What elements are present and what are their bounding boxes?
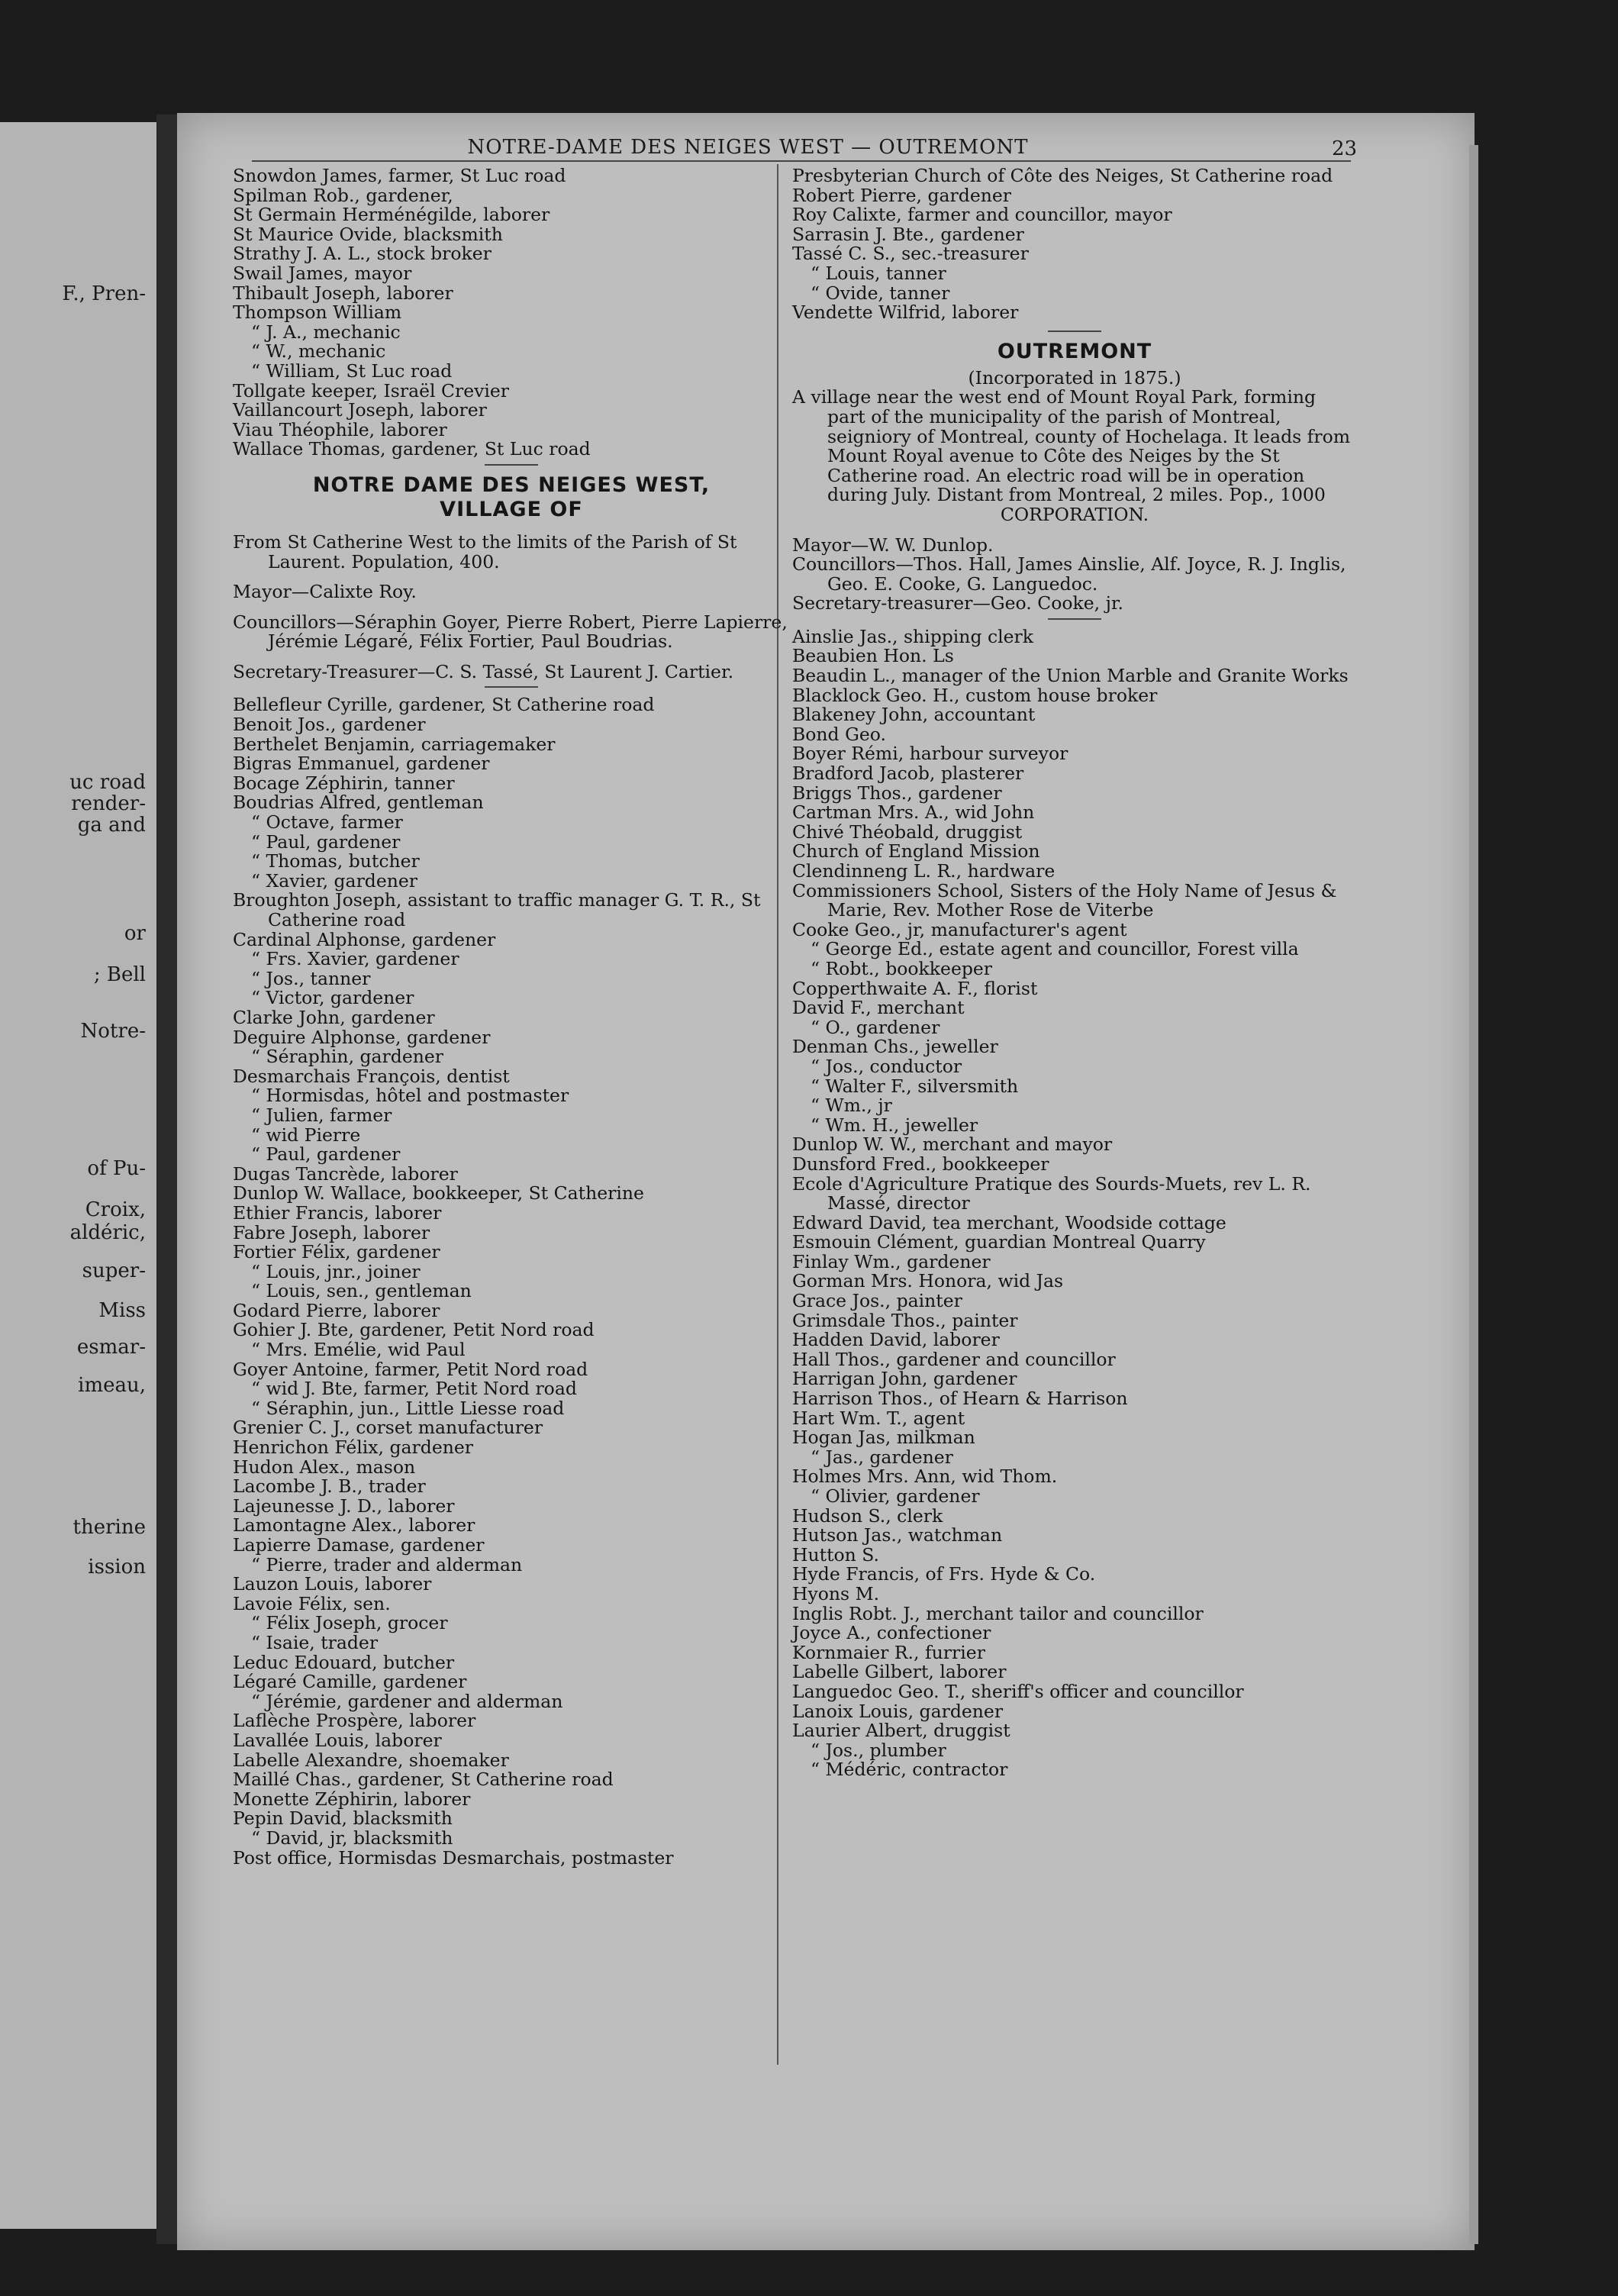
directory-entry: Wallace Thomas, gardener, St Luc road (233, 438, 591, 460)
directory-entry: Finlay Wm., gardener (792, 1250, 991, 1272)
directory-entry: Gorman Mrs. Honora, wid Jas (792, 1270, 1064, 1292)
directory-entry: Spilman Rob., gardener, (233, 184, 453, 206)
directory-entry: Grimsdale Thos., painter (792, 1309, 1018, 1331)
previous-page-text: F., Pren- (62, 282, 146, 305)
directory-entry: Hyons M. (792, 1582, 880, 1604)
previous-page-text: Croix, (85, 1198, 146, 1221)
directory-entry: Dunlop W. Wallace, bookkeeper, St Catherine (233, 1182, 644, 1204)
directory-entry: “ wid J. Bte, farmer, Petit Nord road (251, 1378, 577, 1400)
directory-entry: “ Jas., gardener (811, 1446, 953, 1468)
directory-entry: “ O., gardener (811, 1016, 940, 1038)
previous-page-text: ga and (77, 814, 146, 837)
directory-entry: Chivé Théobald, druggist (792, 821, 1023, 843)
page-number: 23 (1332, 137, 1358, 160)
mayor-line: Mayor—Calixte Roy. (233, 581, 417, 603)
directory-entry: Desmarchais François, dentist (233, 1065, 510, 1087)
directory-entry: Sarrasin J. Bte., gardener (792, 223, 1024, 245)
section-heading-sub: VILLAGE OF (440, 497, 583, 521)
directory-entry: Lavoie Félix, sen. (233, 1592, 391, 1614)
section-description: A village near the west end of Mount Royal Park, forming part of the municipality of the parish of Montreal, seigniory of Montreal, county of Hochelaga. It leads from Mount Royal avenue to Côte des Neiges by the St Catherine road. An electric road will be in operation during July. Distant from Montreal, 2 miles. Pop., 1000 (792, 386, 1351, 506)
directory-entry: Dunsford Fred., bookkeeper (792, 1153, 1049, 1175)
directory-entry: Ainslie Jas., shipping clerk (792, 625, 1034, 647)
directory-entry: “ Louis, sen., gentleman (251, 1280, 472, 1302)
directory-entry: Esmouin Clément, guardian Montreal Quarry (792, 1231, 1206, 1253)
directory-entry: “ Walter F., silversmith (811, 1075, 1019, 1097)
directory-entry: Church of England Mission (792, 840, 1040, 863)
continued-entries-list (792, 166, 1357, 323)
directory-entry: Denman Chs., jeweller (792, 1036, 998, 1058)
directory-entry: Clendinneng L. R., hardware (792, 860, 1056, 882)
directory-entry: Hogan Jas, milkman (792, 1427, 975, 1449)
directory-entry: “ W., mechanic (251, 340, 386, 363)
directory-entry: David F., merchant (792, 997, 965, 1019)
directory-entry: “ Wm., jr (811, 1095, 892, 1117)
previous-page-text: ission (88, 1556, 146, 1578)
previous-page-text: therine (73, 1516, 146, 1539)
left-column (233, 166, 790, 1868)
directory-entry: St Germain Herménégilde, laborer (233, 204, 550, 226)
secretary-line: Secretary-treasurer—Geo. Cooke, jr. (792, 592, 1124, 614)
directory-entry: Goyer Antoine, farmer, Petit Nord road (233, 1358, 588, 1380)
directory-entry: “ Octave, farmer (251, 811, 403, 834)
councillors-line: Councillors—Thos. Hall, James Ainslie, Alf. Joyce, R. J. Inglis, Geo. E. Cooke, G. Languedoc. (792, 553, 1346, 595)
directory-entry: Lauzon Louis, laborer (233, 1573, 432, 1595)
section-rule (1048, 331, 1101, 332)
resident-list (233, 695, 790, 1868)
directory-entry: “ Jos., plumber (811, 1739, 946, 1761)
directory-entry: “ wid Pierre (251, 1124, 361, 1146)
directory-entry: Boudrias Alfred, gentleman (233, 792, 484, 814)
previous-page-text: ; Bell (93, 963, 146, 986)
directory-entry: Maillé Chas., gardener, St Catherine road (233, 1769, 614, 1791)
directory-entry: Bond Geo. (792, 723, 886, 745)
section-rule (485, 686, 538, 688)
directory-entry: “ Séraphin, gardener (251, 1046, 444, 1068)
directory-entry: Lavallée Louis, laborer (233, 1729, 442, 1751)
directory-entry: Labelle Gilbert, laborer (792, 1661, 1007, 1683)
directory-entry: “ David, jr, blacksmith (251, 1827, 453, 1849)
directory-entry: Hart Wm. T., agent (792, 1407, 965, 1429)
directory-entry: “ Hormisdas, hôtel and postmaster (251, 1085, 569, 1107)
directory-entry: “ Isaie, trader (251, 1631, 379, 1653)
directory-entry: Lanoix Louis, gardener (792, 1700, 1004, 1722)
directory-entry: “ Xavier, gardener (251, 869, 418, 892)
page-edge (1469, 145, 1478, 2244)
previous-page-text: or (124, 922, 146, 945)
directory-entry: Harrigan John, gardener (792, 1368, 1017, 1390)
directory-entry: Joyce A., confectioner (792, 1622, 991, 1644)
previous-page-text: uc road (69, 771, 146, 794)
previous-page-fragment (0, 122, 156, 2229)
directory-entry: “ Ovide, tanner (811, 282, 950, 304)
directory-entry: “ Mrs. Emélie, wid Paul (251, 1339, 466, 1361)
directory-entry: Boyer Rémi, harbour surveyor (792, 743, 1068, 765)
directory-entry: Vaillancourt Joseph, laborer (233, 399, 487, 421)
directory-entry: Fortier Félix, gardener (233, 1241, 440, 1263)
directory-entry: “ Thomas, butcher (251, 850, 420, 872)
directory-entry: Godard Pierre, laborer (233, 1299, 440, 1321)
directory-entry: Cooke Geo., jr, manufacturer's agent (792, 918, 1127, 940)
directory-entry: Dunlop W. W., merchant and mayor (792, 1133, 1113, 1156)
directory-entry: Holmes Mrs. Ann, wid Thom. (792, 1466, 1058, 1488)
directory-entry: Harrison Thos., of Hearn & Harrison (792, 1388, 1128, 1410)
directory-entry: Edward David, tea merchant, Woodside cottage (792, 1211, 1226, 1233)
directory-entry: “ Victor, gardener (251, 987, 414, 1009)
directory-entry: Tollgate keeper, Israël Crevier (233, 379, 510, 401)
directory-entry: Briggs Thos., gardener (792, 782, 1002, 804)
directory-entry: Presbyterian Church of Côte des Neiges, St Catherine road (792, 165, 1333, 186)
section-intro: From St Catherine West to the limits of the Parish of St Laurent. Population, 400. (233, 530, 737, 572)
section-rule (485, 464, 538, 466)
directory-entry: Laurier Albert, druggist (792, 1720, 1010, 1742)
directory-entry: Languedoc Geo. T., sheriff's officer and councillor (792, 1680, 1244, 1702)
directory-entry: Hyde Francis, of Frs. Hyde & Co. (792, 1563, 1096, 1585)
directory-entry: Tassé C. S., sec.-treasurer (792, 243, 1029, 265)
corporation-label: CORPORATION. (1000, 503, 1149, 525)
directory-entry: Leduc Edouard, butcher (233, 1651, 455, 1673)
directory-entry: “ Jos., tanner (251, 967, 371, 989)
directory-entry: Thompson William (233, 302, 402, 324)
directory-entry: Hudon Alex., mason (233, 1456, 416, 1478)
directory-entry: Dugas Tancrède, laborer (233, 1163, 458, 1185)
directory-entry: St Maurice Ovide, blacksmith (233, 223, 503, 245)
directory-entry: “ George Ed., estate agent and councillor, Forest villa (811, 938, 1299, 960)
directory-entry: Légaré Camille, gardener (233, 1671, 467, 1693)
directory-entry: Blakeney John, accountant (792, 704, 1036, 726)
resident-list (792, 627, 1357, 1780)
directory-entry: Clarke John, gardener (233, 1006, 435, 1028)
directory-entry: Swail James, mayor (233, 262, 412, 284)
directory-entry: Ethier Francis, laborer (233, 1201, 442, 1224)
mayor-line: Mayor—W. W. Dunlop. (792, 534, 994, 556)
directory-entry: “ Louis, jnr., joiner (251, 1260, 421, 1282)
previous-page-text: render- (71, 792, 146, 815)
directory-entry: Beaubien Hon. Ls (792, 645, 954, 667)
directory-entry: “ J. A., mechanic (251, 321, 401, 343)
directory-entry: Cardinal Alphonse, gardener (233, 928, 496, 950)
directory-entry: Cartman Mrs. A., wid John (792, 801, 1035, 824)
previous-page-text: Notre- (80, 1020, 146, 1043)
directory-entry: Lamontagne Alex., laborer (233, 1514, 475, 1537)
directory-entry: Benoit Jos., gardener (233, 714, 426, 736)
directory-entry: Roy Calixte, farmer and councillor, mayor (792, 204, 1172, 226)
directory-entry: “ Julien, farmer (251, 1104, 392, 1126)
secretary-line: Secretary-Treasurer—C. S. Tassé, St Laurent J. Cartier. (233, 660, 734, 682)
directory-entry: Kornmaier R., furrier (792, 1641, 985, 1663)
directory-entry: Snowdon James, farmer, St Luc road (233, 165, 566, 186)
directory-entry: “ Paul, gardener (251, 830, 401, 853)
directory-entry: “ Jos., conductor (811, 1055, 962, 1077)
directory-entry: Ecole d'Agriculture Pratique des Sourds-Muets, rev L. R. Massé, director (792, 1172, 1311, 1214)
directory-entry: “ Félix Joseph, grocer (251, 1612, 448, 1634)
directory-entry: Fabre Joseph, laborer (233, 1221, 430, 1243)
directory-entry: Laflèche Prospère, laborer (233, 1710, 476, 1732)
previous-page-text: imeau, (78, 1374, 146, 1397)
directory-entry: “ Olivier, gardener (811, 1485, 980, 1507)
directory-entry: Broughton Joseph, assistant to traffic manager G. T. R., St Catherine road (233, 889, 761, 930)
directory-entry: Berthelet Benjamin, carriagemaker (233, 733, 556, 755)
directory-entry: Strathy J. A. L., stock broker (233, 243, 492, 265)
directory-entry: Grenier C. J., corset manufacturer (233, 1417, 543, 1439)
previous-page-text: esmar- (76, 1336, 146, 1359)
directory-entry: Lapierre Damase, gardener (233, 1534, 485, 1556)
directory-entry: Viau Théophile, laborer (233, 418, 447, 440)
directory-entry: Commissioners School, Sisters of the Holy Name of Jesus & Marie, Rev. Mother Rose de Viterbe (792, 879, 1337, 921)
directory-entry: “ William, St Luc road (251, 360, 453, 382)
directory-entry: Labelle Alexandre, shoemaker (233, 1749, 509, 1771)
directory-entry: Lajeunesse J. D., laborer (233, 1495, 455, 1517)
directory-entry: Monette Zéphirin, laborer (233, 1788, 471, 1810)
previous-page-text: Miss (98, 1299, 146, 1322)
directory-entry: Grace Jos., painter (792, 1290, 962, 1312)
directory-entry: Vendette Wilfrid, laborer (792, 302, 1019, 324)
directory-entry: Deguire Alphonse, gardener (233, 1026, 491, 1048)
directory-entry: Hall Thos., gardener and councillor (792, 1348, 1116, 1370)
directory-entry: Robert Pierre, gardener (792, 184, 1012, 206)
directory-entry: Lacombe J. B., trader (233, 1475, 426, 1498)
directory-entry: Hudson S., clerk (792, 1504, 943, 1527)
previous-page-text: aldéric, (69, 1221, 146, 1244)
section-heading: OUTREMONT (997, 339, 1152, 363)
right-column (792, 166, 1357, 1780)
previous-page-text: super- (82, 1259, 146, 1282)
section-heading: NOTRE DAME DES NEIGES WEST, (312, 472, 711, 497)
directory-entry: Pepin David, blacksmith (233, 1807, 453, 1830)
directory-entry: Thibault Joseph, laborer (233, 282, 453, 304)
directory-entry: Bellefleur Cyrille, gardener, St Catherine road (233, 694, 655, 716)
directory-entry: Gohier J. Bte, gardener, Petit Nord road (233, 1319, 595, 1341)
directory-entry: “ Séraphin, jun., Little Liesse road (251, 1397, 565, 1419)
directory-entry: “ Wm. H., jeweller (811, 1114, 978, 1136)
directory-entry: “ Frs. Xavier, gardener (251, 948, 459, 970)
directory-entry: Hutson Jas., watchman (792, 1524, 1003, 1546)
directory-entry: “ Paul, gardener (251, 1143, 401, 1166)
directory-entry: “ Louis, tanner (811, 262, 946, 284)
directory-entry: Bradford Jacob, plasterer (792, 763, 1024, 785)
directory-entry: Post office, Hormisdas Desmarchais, postmaster (233, 1846, 674, 1869)
directory-entry: Bigras Emmanuel, gardener (233, 753, 490, 775)
continued-entries-list (233, 166, 790, 460)
section-rule (1048, 618, 1101, 620)
directory-entry: “ Pierre, trader and alderman (251, 1553, 523, 1575)
directory-entry: Hadden David, laborer (792, 1329, 1000, 1351)
directory-entry: Inglis Robt. J., merchant tailor and councillor (792, 1602, 1204, 1624)
directory-entry: “ Jérémie, gardener and alderman (251, 1690, 563, 1712)
councillors-line: Councillors—Séraphin Goyer, Pierre Robert, Pierre Lapierre, Jérémie Légaré, Félix Fortier, Paul Boudrias. (233, 611, 788, 653)
directory-entry: Hutton S. (792, 1543, 880, 1566)
header-rule (252, 160, 1351, 162)
directory-entry: Bocage Zéphirin, tanner (233, 772, 455, 794)
directory-entry: “ Robt., bookkeeper (811, 957, 993, 979)
directory-entry: “ Médéric, contractor (811, 1759, 1008, 1781)
book-gutter (156, 114, 178, 2244)
previous-page-text: of Pu- (87, 1157, 146, 1180)
incorporation-note: (Incorporated in 1875.) (968, 366, 1181, 389)
directory-entry: Blacklock Geo. H., custom house broker (792, 684, 1158, 706)
directory-entry: Henrichon Félix, gardener (233, 1437, 474, 1459)
running-head: NOTRE-DAME DES NEIGES WEST — OUTREMONT (467, 136, 1029, 159)
directory-entry: Copperthwaite A. F., florist (792, 977, 1038, 999)
directory-entry: Beaudin L., manager of the Union Marble and Granite Works (792, 665, 1349, 687)
